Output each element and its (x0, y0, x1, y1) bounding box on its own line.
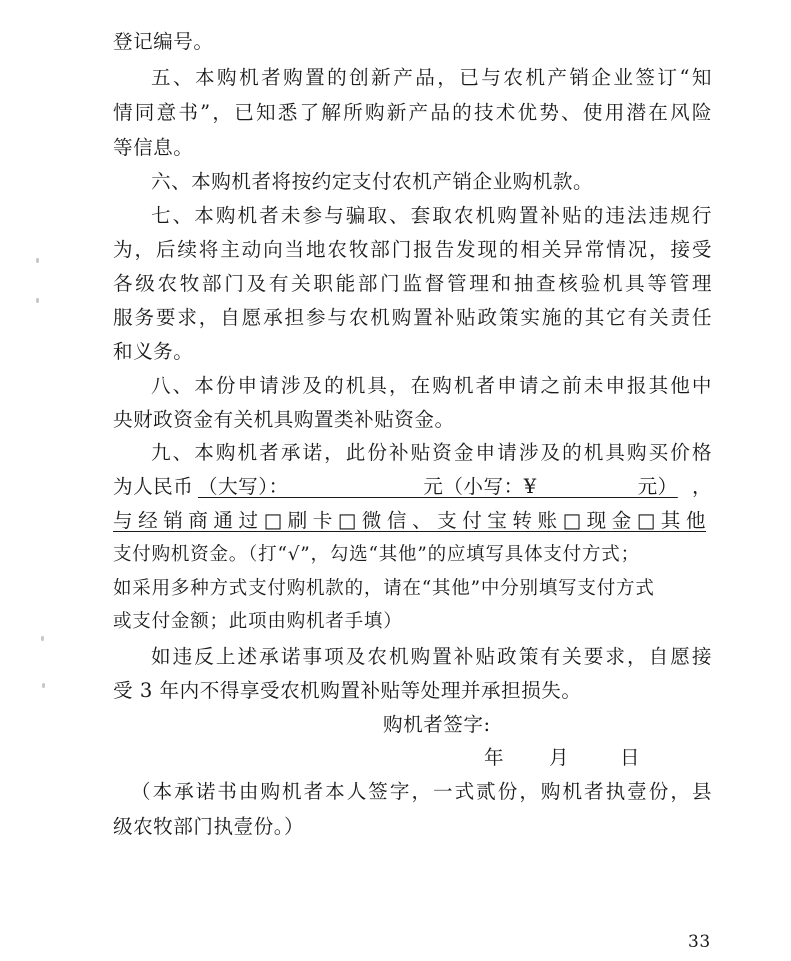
text-line: 支付购机资金。（打“√”，勾选“其他”的应填写具体支付方式； (113, 544, 640, 565)
scan-speck (36, 298, 39, 303)
text-line: 各级农牧部门及有关职能部门监督管理和抽查核验机具等管理 (113, 272, 712, 295)
text-line: 七、本购机者未参与骗取、套取农机购置补贴的违法违规行 (151, 204, 712, 227)
date-year-label: 年 (484, 746, 505, 769)
text-line: 服务要求，自愿承担参与农机购置补贴政策实施的其它有关责任 (113, 306, 712, 329)
text-line: 登记编号。 (113, 30, 214, 53)
text-line: 等信息。 (113, 136, 194, 159)
text-line: 如违反上述承诺事项及农机购置补贴政策有关要求，自愿接 (151, 645, 712, 668)
page-number: 33 (688, 932, 711, 952)
price-fill-blank: （大写）： 元（小写：¥ 元） (198, 475, 678, 498)
text-line: 六、本购机者将按约定支付农机产销企业购机款。 (151, 170, 594, 193)
text-line: 受 3 年内不得享受农机购置补贴等处理并承担损失。 (113, 679, 582, 702)
signature-label: 购机者签字: (383, 713, 491, 736)
text-line: 情同意书”，已知悉了解所购新产品的技术优势、使用潜在风险 (113, 101, 712, 124)
text-line: 为，后续将主动向当地农牧部门报告发现的相关异常情况，接受 (113, 238, 712, 261)
scan-speck (36, 258, 39, 263)
text-line: 如采用多种方式支付购机款的，请在“其他”中分别填写支付方式 (113, 578, 655, 599)
text-line: 和义务。 (113, 340, 194, 363)
text-line: 五、本购机者购置的创新产品，已与农机产销企业签订“知 (151, 66, 712, 89)
text-line: 九、本购机者承诺，此份补贴资金申请涉及的机具购买价格 (151, 441, 712, 464)
note-line: 级农牧部门执壹份。） (113, 815, 305, 838)
date-month-label: 月 (549, 746, 570, 769)
text-line: 央财政资金有关机具购置类补贴资金。 (113, 408, 455, 431)
date-day-label: 日 (620, 746, 641, 769)
text-line: 八、本份申请涉及的机具，在购机者申请之前未申报其他中 (151, 374, 712, 397)
text-line: 或支付金额；此项由购机者手填） (113, 611, 403, 632)
payment-method-options: 与经销商通过□刷卡□微信、支付宝转账□现金□其他 (113, 509, 706, 532)
scan-speck (42, 683, 45, 688)
text-line: ， (692, 475, 713, 498)
scan-speck (41, 636, 44, 641)
note-line: （本承诺书由购机者本人签字，一式贰份，购机者执壹份，县 (131, 780, 712, 803)
text-line: 为人民币 (113, 475, 194, 498)
